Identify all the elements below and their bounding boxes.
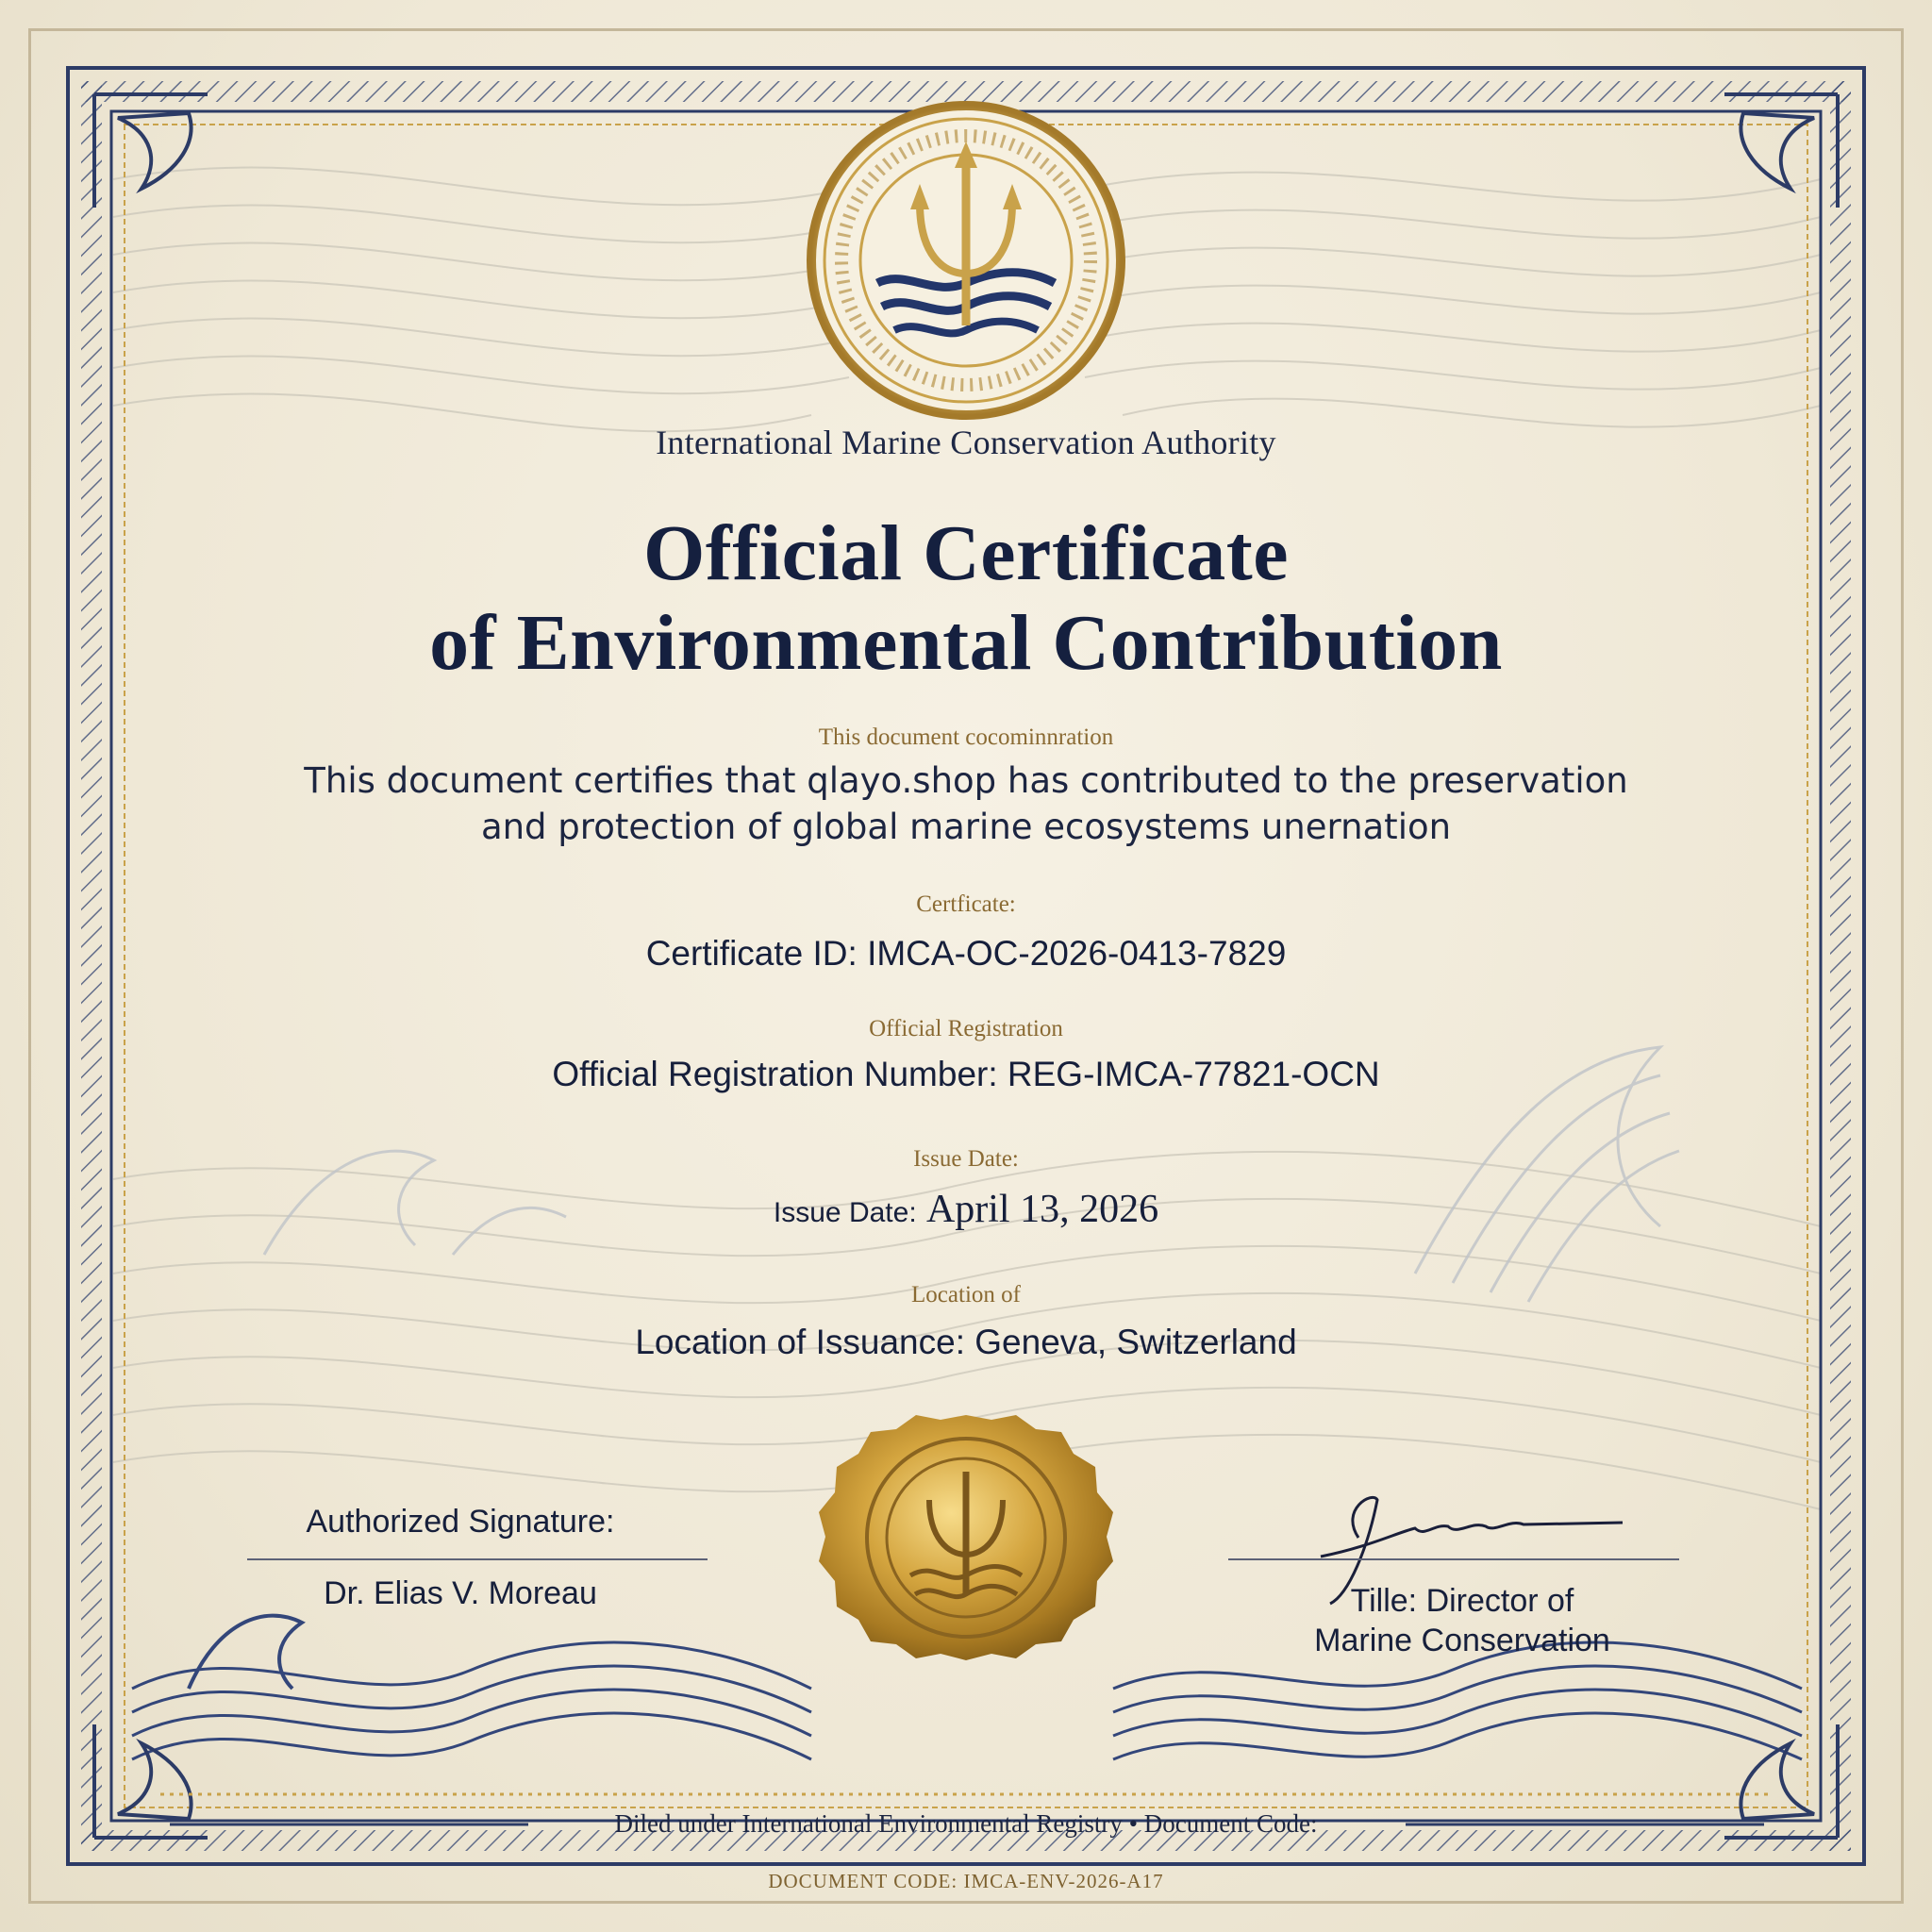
signatory-title-line-2: Marine Conservation (1314, 1623, 1610, 1658)
gold-trident-seal-icon (819, 1415, 1113, 1660)
location-of-issuance: Location of Issuance: Geneva, Switzerland (635, 1323, 1297, 1361)
certificate-title-line-1: Official Certificate (643, 509, 1289, 597)
authority-name: International Marine Conservation Authority (656, 424, 1276, 461)
signature-line-left (247, 1558, 708, 1560)
intro-caption: This document cocominnration (818, 724, 1114, 750)
registry-footer: Diled under International Environmental Registry • Document Code: (614, 1809, 1318, 1838)
registration-number: Official Registration Number: REG-IMCA-77821-OCN (552, 1055, 1380, 1093)
certificate-id: Certificate ID: IMCA-OC-2026-0413-7829 (645, 934, 1287, 973)
issue-date-line (0, 1187, 1932, 1232)
authorized-signature-label: Authorized Signature: (306, 1504, 615, 1540)
signatory-title-line-1: Tille: Director of (1350, 1583, 1574, 1619)
location-caption: Location of (911, 1282, 1021, 1307)
registration-caption: Official Registration (869, 1016, 1063, 1041)
certificate-caption: Certficate: (916, 891, 1016, 917)
signatory-name: Dr. Elias V. Moreau (324, 1575, 597, 1611)
certification-statement-line-1: This document certifies that qlayo.shop has contributed to the preservation (304, 760, 1628, 801)
issue-date-caption: Issue Date: (913, 1146, 1019, 1172)
trident-wave-emblem-icon (811, 106, 1121, 415)
signature-line-right (1228, 1558, 1679, 1560)
signatory-title (1264, 1581, 1660, 1660)
certification-statement-line-2: and protection of global marine ecosystems unernation (480, 807, 1452, 847)
issue-date-label: Issue Date: (773, 1197, 917, 1228)
document-code: DOCUMENT CODE: IMCA-ENV-2026-A17 (768, 1870, 1164, 1892)
certificate-title-line-2: of Environmental Contribution (429, 599, 1503, 687)
issue-date-value: April 13, 2026 (925, 1188, 1159, 1231)
